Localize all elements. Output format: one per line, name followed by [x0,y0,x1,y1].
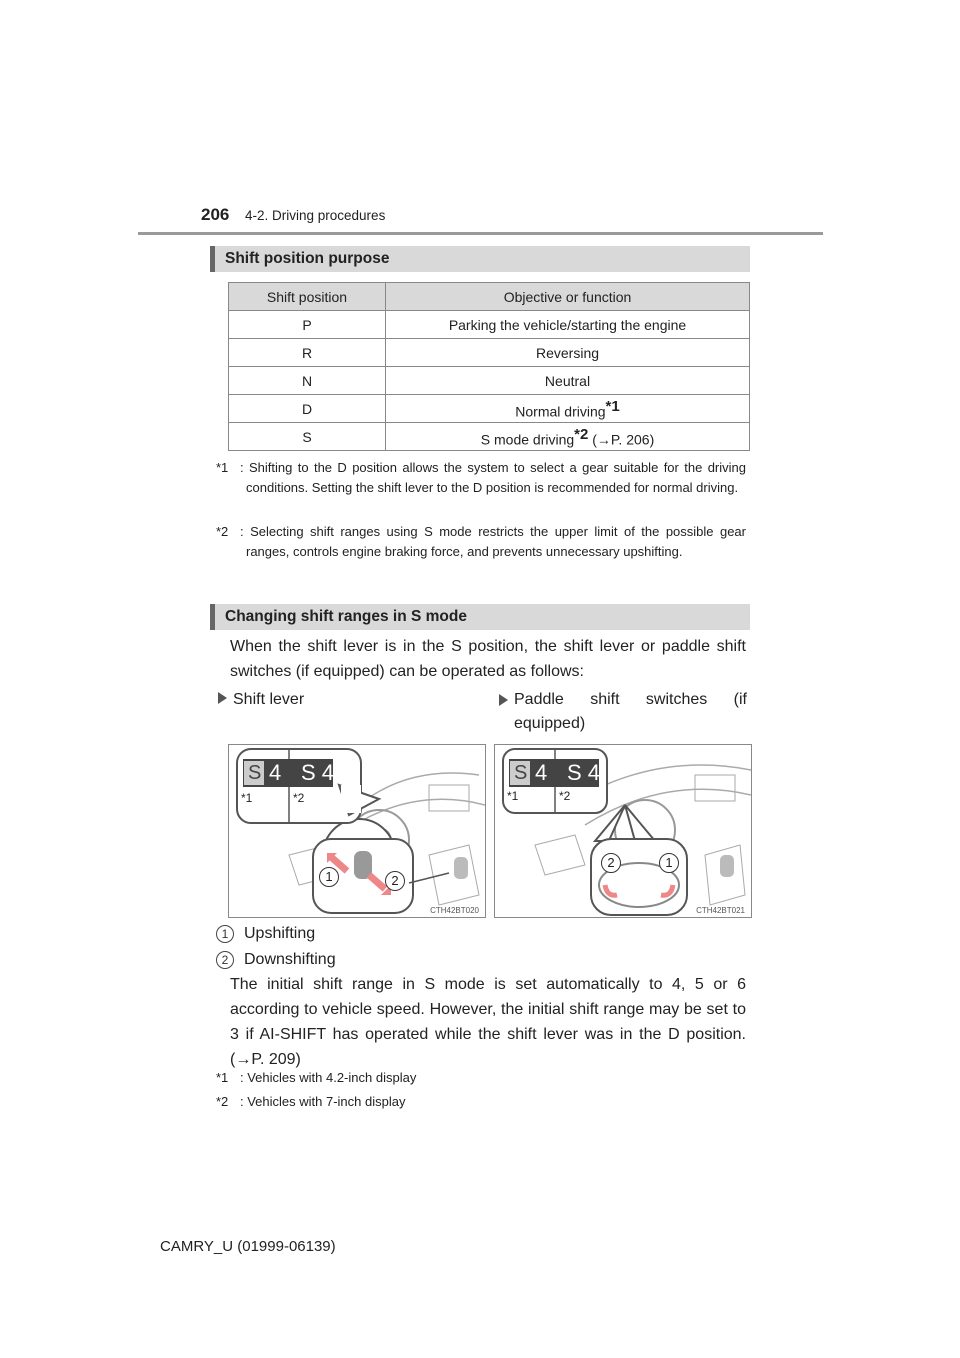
footnote [216,1092,746,1112]
function-text: Parking the vehicle/starting the engine [448,316,687,333]
footnote-text: : Shifting to the D position allows the system to select a gear suitable for the driving conditions. Setting the shift lever to the D position is recommended for normal driving. [240,460,746,495]
page-reference-link[interactable]: (→P. 206) [588,431,655,448]
function-text: Neutral [544,372,591,389]
footnote-text: : Selecting shift ranges using S mode restricts the upper limit of the possible gear ranges, controls engine braking force, and prevents unnecessary upshifting. [240,524,746,559]
display-4-text: 4 [269,760,282,785]
shift-lever-drawing [229,745,485,917]
function-cell [386,423,750,451]
shift-position-cell: N [229,367,386,395]
table-row [229,339,750,367]
footnote-text: : Vehicles with 7-inch display [240,1094,406,1109]
item-number-badge: 1 [216,925,234,943]
paddle-shift-drawing [495,745,751,917]
callout-2: 2 [601,853,621,873]
display-s-text: S [248,762,262,784]
function-cell [386,311,750,339]
footnote-mark: *2 [216,1094,229,1109]
display-note-2: *2 [559,789,571,803]
arrow-bullet-icon [499,694,508,706]
footnote-mark: *1 [216,460,229,475]
shift-position-cell: R [229,339,386,367]
function-cell [386,339,750,367]
display-4-text: 4 [535,760,548,785]
function-text: Reversing [535,344,600,361]
function-text: Normal driving [515,403,606,420]
function-cell [386,367,750,395]
display-note-1: *1 [507,789,519,803]
table-row [229,423,750,451]
footnote-marker: *1 [605,397,620,415]
function-text: S mode driving [480,431,575,448]
image-code: CTH42BT020 [430,906,479,915]
function-cell [386,395,750,423]
page-number: 206 [201,205,230,224]
footnote-text: : Vehicles with 4.2-inch display [240,1070,417,1085]
footnote-mark: *1 [216,1070,229,1085]
callout-2: 2 [385,871,405,891]
callout-1: 1 [319,867,339,887]
shift-position-cell: D [229,395,386,423]
display-note-2: *2 [293,791,305,805]
item-text: Upshifting [244,925,316,942]
image-code: CTH42BT021 [696,906,745,915]
footer-doc-id: CAMRY_U (01999-06139) [160,1238,336,1255]
table-row [229,367,750,395]
item-number-badge: 2 [216,951,234,969]
paddle-shift-illustration [494,744,752,918]
initial-shift-range-paragraph: The initial shift range in S mode is set automatically to 4, 5 or 6 according to vehicle speed. However, the initial shift range may be set to 3 if AI-SHIFT has operated while the shift lever was in the D position. (→P. 209) [230,976,746,1068]
intro-paragraph: When the shift lever is in the S position, the shift lever or paddle shift switches (if equipped) can be operated as follows: [230,638,746,680]
shift-position-cell: S [229,423,386,451]
callout-1: 1 [659,853,679,873]
table-row [229,311,750,339]
section-title: 4-2. Driving procedures [245,208,386,223]
shift-lever-illustration [228,744,486,918]
section-heading-shift-position-purpose: Shift position purpose [210,246,750,272]
footnote [216,1068,746,1088]
list-item [216,922,315,946]
arrow-bullet-icon [218,692,227,704]
display-note-1: *1 [241,791,253,805]
shift-position-cell: P [229,311,386,339]
display-s-text: S [514,762,528,784]
column-header-objective: Objective or function [386,283,750,311]
footnote [216,458,746,498]
list-item [216,948,336,972]
shift-position-table [228,282,750,451]
shift-lever-label: Shift lever [218,688,304,712]
footnote-marker: *2 [574,425,589,443]
header-divider [138,232,823,235]
section-heading-s-mode: Changing shift ranges in S mode [210,604,750,630]
display-s4-text: S 4 [301,760,335,785]
footnote-mark: *2 [216,524,229,539]
table-header-row [229,283,750,311]
column-header-shift-position: Shift position [229,283,386,311]
item-text: Downshifting [244,951,336,968]
paddle-shift-label: Paddle shift switches (if equipped) [499,688,747,736]
display-s4-text: S 4 [567,760,601,785]
footnote [216,522,746,562]
table-row [229,395,750,423]
